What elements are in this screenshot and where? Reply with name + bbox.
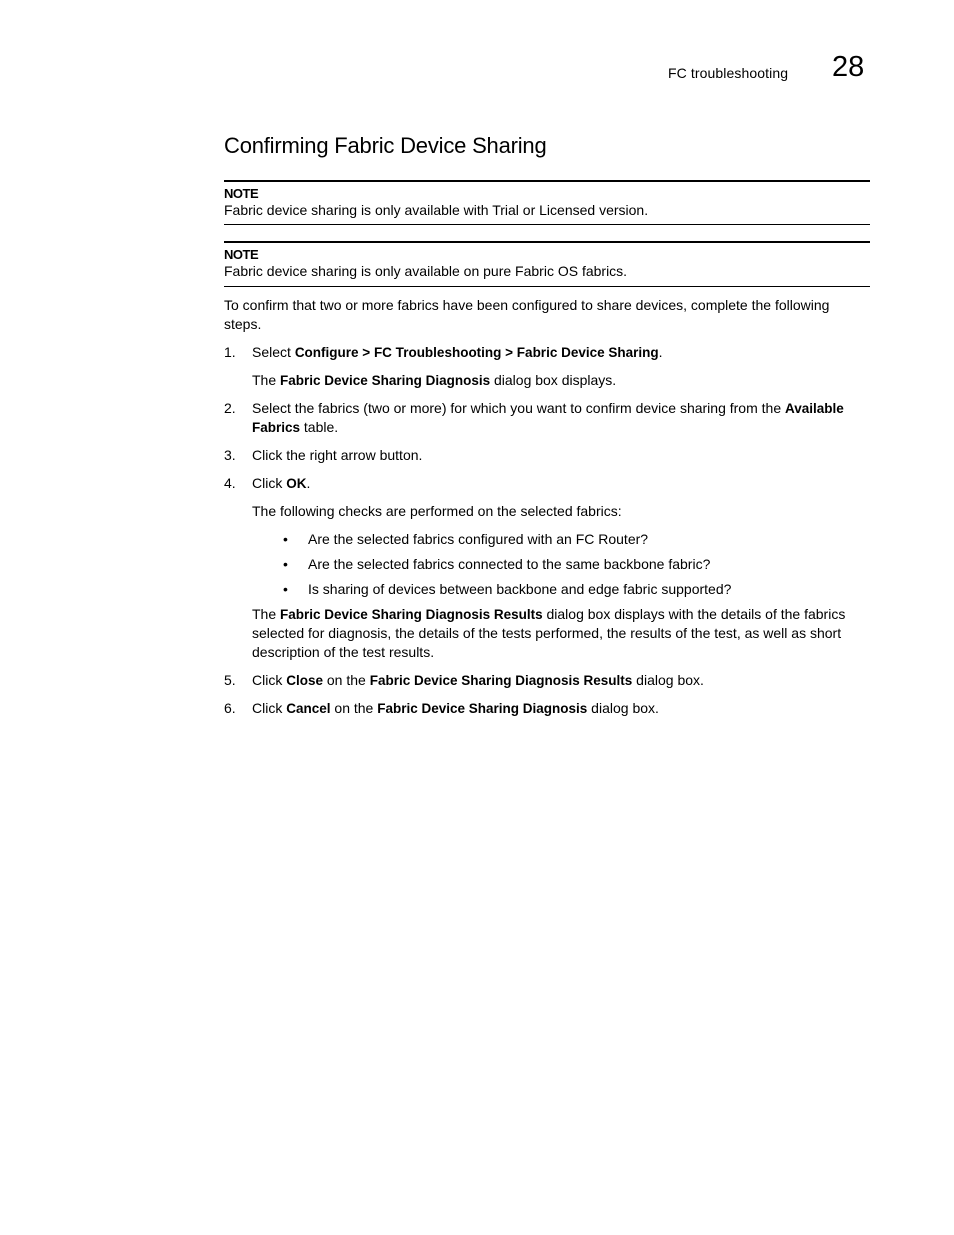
section-title: Confirming Fabric Device Sharing: [224, 133, 547, 158]
step-number: 6.: [224, 700, 236, 716]
step-text-post: dialog box.: [632, 672, 704, 688]
step-number: 5.: [224, 672, 236, 688]
list-item: Are the selected fabrics connected to the same backbone fabric?: [308, 556, 711, 572]
dialog-name: Fabric Device Sharing Diagnosis: [280, 373, 491, 388]
step-text-pre: Click: [252, 475, 287, 491]
step-text-pre: Click: [252, 700, 287, 716]
note-box: [224, 241, 870, 287]
step-text-post: dialog box.: [587, 700, 659, 716]
step-text-mid: on the: [323, 672, 370, 688]
step-4-result: [252, 605, 870, 662]
step-1-text: [252, 343, 870, 362]
step-text-post: .: [658, 344, 663, 360]
step-number: 3.: [224, 447, 236, 463]
button-name: OK: [286, 476, 307, 491]
step-1-result: [252, 371, 870, 390]
step-text-post: dialog box displays with the details of the fabrics selected for diagnosis, the details of the tests performed, the results of the test, as well as short description of the test results.: [252, 606, 846, 660]
step-number: 1.: [224, 344, 236, 360]
step-text-post: .: [306, 475, 311, 491]
bullet-icon: •: [283, 531, 288, 547]
step-text-pre: Select: [252, 344, 295, 360]
step-number: 2.: [224, 400, 236, 416]
step-text-pre: Click: [252, 672, 287, 688]
step-4-lead: The following checks are performed on the selected fabrics:: [252, 503, 622, 519]
intro-paragraph: To confirm that two or more fabrics have been configured to share devices, complete the following steps.: [224, 297, 830, 332]
list-item: Are the selected fabrics configured with an FC Router?: [308, 531, 649, 547]
step-4-text: [252, 474, 870, 493]
bullet-icon: •: [283, 556, 288, 572]
table-name: Available Fabrics: [252, 401, 844, 435]
step-text-pre: The: [252, 372, 281, 388]
note-box: [224, 180, 870, 225]
bullet-icon: •: [283, 581, 288, 597]
step-text-post: dialog box displays.: [490, 372, 617, 388]
button-name: Close: [286, 673, 323, 688]
dialog-name: Fabric Device Sharing Diagnosis: [377, 701, 588, 716]
step-text-pre: The: [252, 606, 281, 622]
menu-path: Configure > FC Troubleshooting > Fabric Device Sharing: [294, 345, 659, 360]
chapter-number: 28: [832, 51, 865, 83]
step-6-text: [252, 699, 870, 718]
step-text-pre: Select the fabrics (two or more) for which you want to confirm device sharing from the: [252, 400, 785, 416]
note-text: Fabric device sharing is only available on pure Fabric OS fabrics.: [224, 263, 628, 279]
dialog-name: Fabric Device Sharing Diagnosis Results: [369, 673, 633, 688]
step-2-text: [252, 399, 870, 437]
note-label: NOTE: [224, 247, 259, 262]
step-text-post: table.: [300, 419, 339, 435]
step-5-text: [252, 671, 870, 690]
dialog-name: Fabric Device Sharing Diagnosis Results: [280, 607, 543, 622]
step-text-mid: on the: [330, 700, 378, 716]
step-3-text: Click the right arrow button.: [252, 447, 423, 463]
button-name: Cancel: [286, 701, 331, 716]
note-label: NOTE: [224, 186, 259, 201]
step-number: 4.: [224, 475, 236, 491]
note-text: Fabric device sharing is only available with Trial or Licensed version.: [224, 202, 649, 218]
header-chapter-title: FC troubleshooting: [668, 65, 789, 81]
list-item: Is sharing of devices between backbone and edge fabric supported?: [308, 581, 732, 597]
